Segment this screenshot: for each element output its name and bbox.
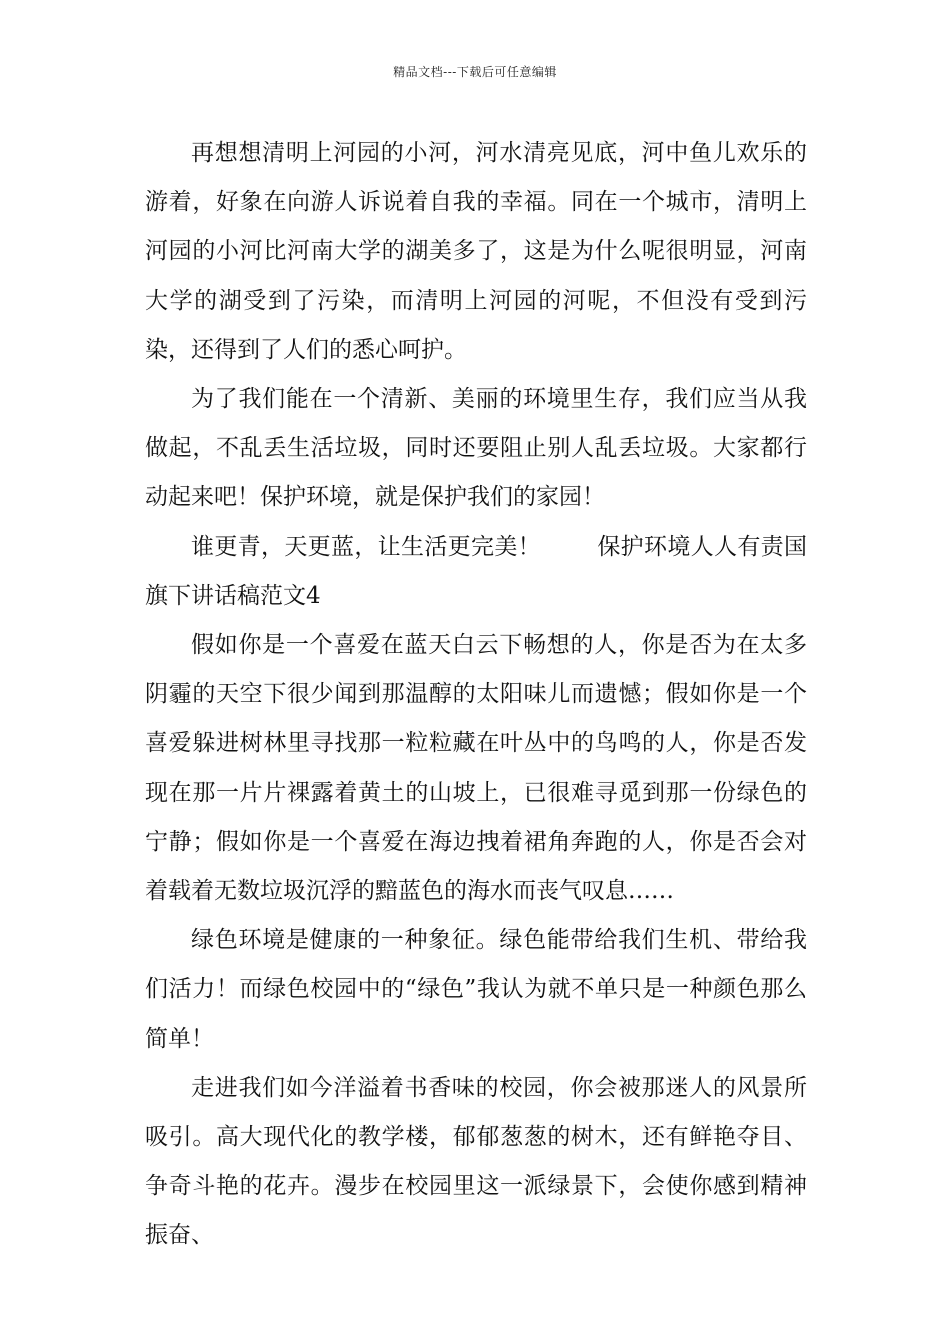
paragraph-4: 假如你是一个喜爱在蓝天白云下畅想的人，你是否为在太多阴霾的天空下很少闻到那温醇的太阳味儿而遗憾；假如你是一个喜爱躲进树林里寻找那一粒粒藏在叶丛中的鸟鸣的人，你是否发现在那一片片裸露着黄土的山坡上，已很难寻觅到那一份绿色的宁静；假如你是一个喜爱在海边拽着裙角奔跑的人，你是否会对着载着无数垃圾沉浮的黯蓝色的海水而丧气叹息…… <box>145 632 807 905</box>
paragraph-3-slogan: 谁更青，天更蓝，让生活更完美！ <box>191 533 541 560</box>
paragraph-1: 再想想清明上河园的小河，河水清亮见底，河中鱼儿欢乐的游着，好象在向游人诉说着自我的幸福。同在一个城市，清明上河园的小河比河南大学的湖美多了，这是为什么呢很明显，河南大学的湖受到了污染，而清明上河园的河呢，不但没有受到污染，还得到了人们的悉心呵护。 <box>145 140 807 363</box>
paragraph-6: 走进我们如今洋溢着书香味的校园，你会被那迷人的风景所吸引。高大现代化的教学楼，郁郁葱葱的树木，还有鲜艳夺目、争奇斗艳的花卉。漫步在校园里这一派绿景下，会使你感到精神振奋、 <box>145 1074 807 1249</box>
page-header: 精品文档---下载后可任意编辑 <box>393 65 557 79</box>
paragraph-3 <box>145 523 807 621</box>
paragraph-5: 绿色环境是健康的一种象征。绿色能带给我们生机、带给我们活力！而绿色校园中的“绿色”我认为就不单只是一种颜色那么简单！ <box>145 927 807 1052</box>
paragraph-2: 为了我们能在一个清新、美丽的环境里生存，我们应当从我做起，不乱丢生活垃圾，同时还要阻止别人乱丢垃圾。大家都行动起来吧！保护环境，就是保护我们的家园！ <box>145 386 807 511</box>
paragraph-3-section-title: 保护环境人人有责国旗下讲话稿范文4 <box>145 533 808 609</box>
document-body <box>145 129 807 1261</box>
